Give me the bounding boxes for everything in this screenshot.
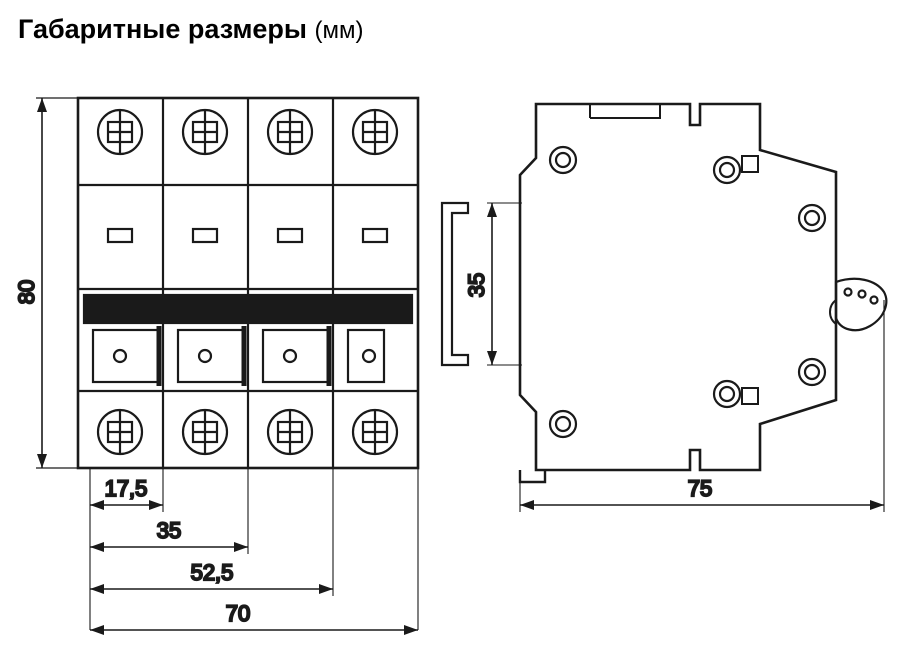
dim-35-front-label: 35: [156, 518, 182, 543]
dim-75-label: 75: [687, 476, 713, 501]
dimension-35-front: [90, 518, 248, 552]
dim-17-5-label: 17,5: [104, 476, 148, 501]
dimension-75: [520, 300, 884, 512]
dim-52-5-label: 52,5: [190, 560, 234, 585]
dimension-widths: [90, 468, 418, 635]
dim-70-label: 70: [225, 601, 251, 626]
dimension-70: [90, 601, 418, 635]
side-screws: [550, 147, 825, 437]
page-title-main: Габаритные размеры: [18, 14, 307, 44]
dimension-52-5: [90, 560, 333, 594]
dimension-height-80: [14, 98, 78, 468]
dimension-17-5: [90, 476, 163, 510]
dim-height-label: 80: [14, 279, 39, 305]
side-view: [520, 104, 886, 482]
dim-35-rail-label: 35: [464, 272, 489, 298]
page-title-unit: (мм): [314, 17, 364, 44]
dimension-35-rail: [464, 203, 522, 365]
front-view: [78, 98, 418, 468]
